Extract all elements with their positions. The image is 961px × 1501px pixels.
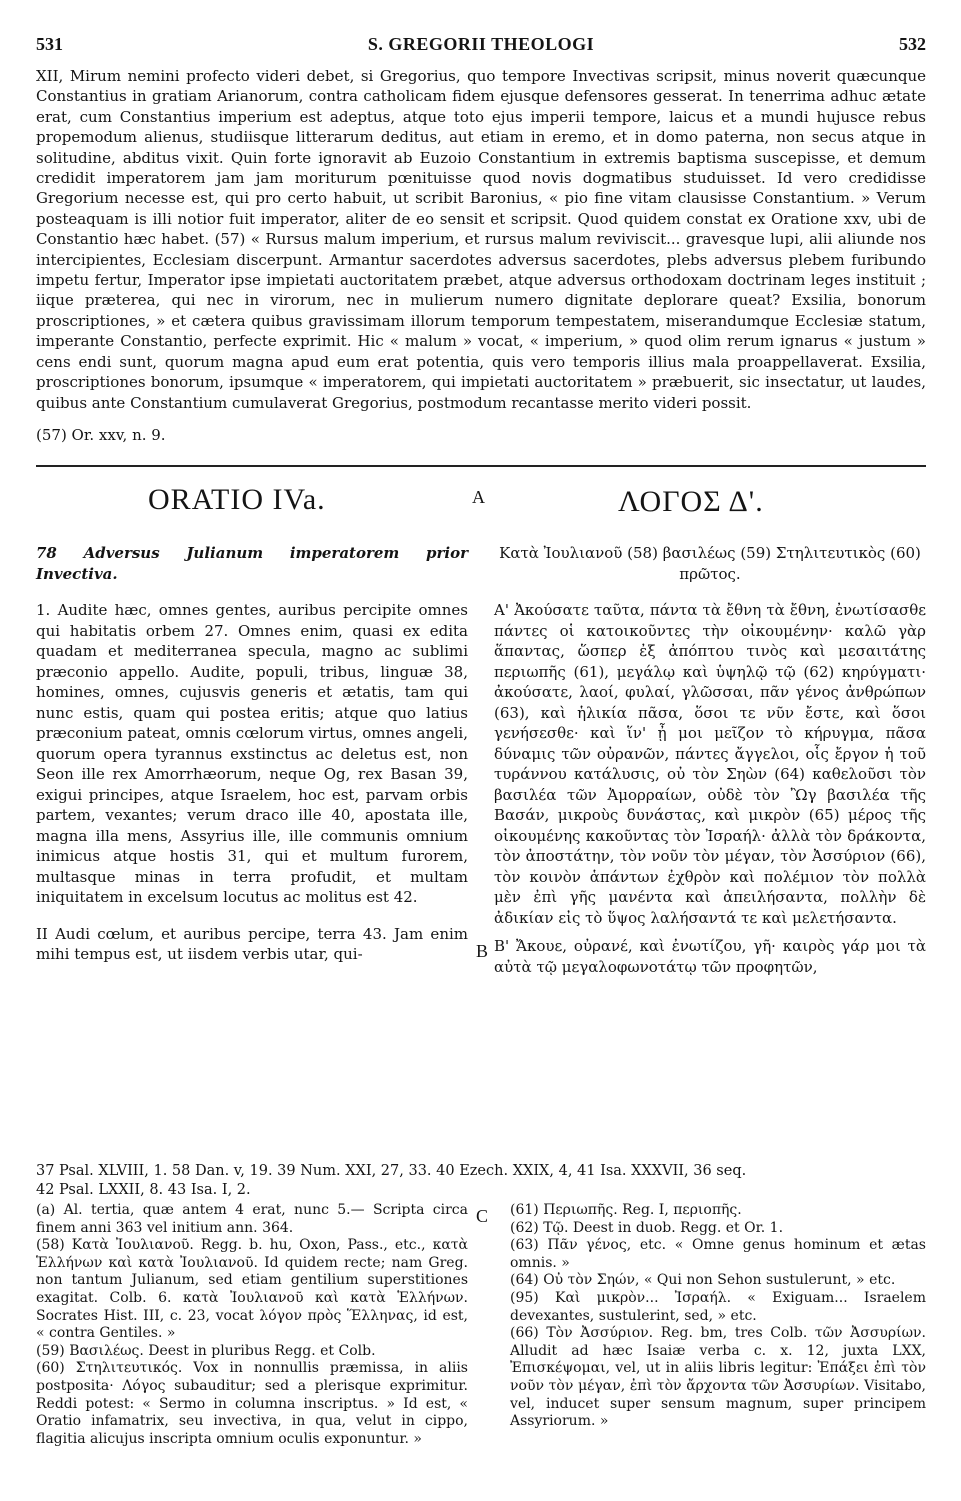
intro-footnote: (57) Or. xxv, n. 9. bbox=[36, 425, 166, 444]
latin-subtitle: 78 Adversus Julianum imperatorem prior Invectiva. bbox=[36, 544, 468, 583]
note: (63) Πᾶν γένος, etc. « Omne genus hominum et ætas omnis. » bbox=[510, 1237, 926, 1271]
notes-left-column bbox=[36, 1202, 468, 1448]
running-title: S. GREGORII THEOLOGI bbox=[367, 34, 595, 54]
section-divider bbox=[36, 465, 926, 467]
right-page-number: 532 bbox=[899, 34, 926, 54]
greek-subtitle: Κατὰ Ἰουλιανοῦ (58) βασιλέως (59) Στηλιτευτικὸς (60) πρῶτος. bbox=[499, 544, 921, 583]
latin-paragraph-1: 1. Audite hæc, omnes gentes, auribus percipite omnes qui habitatis orbem 27. Omnes enim, quasi ex edita quadam et mediterranea specula, magno ac sublimi præconio appello. Audite, populi, tribus, linguæ 38, homines, omnes, cujusvis generis et ætatis, tam qui nunc estis, quam qui postea eritis; atque quo latius præconium pateat, omnis cœlorum virtus, omnes angeli, quorum opera tyrannus exstinctus ac deletus est, non Seon ille rex Amorrhæorum, neque Og, rex Basan 39, exigui principes, atque Israelem, hoc est, parvam orbis partem, vexantes; verum draco ille 40, apostata ille, magna illa mens, Assyrius ille, ille communis omnium inimicus atque hostis 31, qui et multum furorem, multasque minas in terra profudit, et multam iniquitatem in excelsum locutus ac molitus est 42. bbox=[36, 601, 468, 907]
greek-paragraph-2: Β' Ἄκουε, οὐρανέ, καὶ ἐνωτίζου, γῆ· καιρὸς γάρ μοι τὰ αὐτὰ τῷ μεγαλοφωνοτάτῳ τῶν προφητῶν, bbox=[494, 937, 926, 976]
greek-title: ΛΟΓΟΣ Δ'. bbox=[618, 485, 764, 519]
note: (a) Al. tertia, quæ antem 4 erat, nunc 5.— Scripta circa finem anni 363 vel initium ann. 364. bbox=[36, 1202, 468, 1236]
note: (58) Κατὰ Ἰουλιανοῦ. Regg. b. hu, Oxon, Pass., etc., κατὰ Ἑλλήνων καὶ κατὰ Ἰουλιανοῦ. Id quidem recte; nam Greg. non tantum Julianum, sed etiam gentilium superstitiones exagitat. Colb. 6. κατὰ Ἰουλιανοῦ καὶ κατὰ Ἑλλήνων. Socrates Hist. III, c. 23, vocat λόγον πρὸς Ἕλληνας, id est, « contra Gentiles. » bbox=[36, 1237, 468, 1342]
greek-paragraph-1: Α' Ἀκούσατε ταῦτα, πάντα τὰ ἔθνη τὰ ἔθνη, ἐνωτίσασθε πάντες οἱ κατοικοῦντες τὴν οἰκουμένην· καλῶ γὰρ ἅπαντας, ὥσπερ ἐξ ἀπόπτου τινὸς καὶ μεσαιτάτης περιωπῆς (61), μεγάλῳ καὶ ὑψηλῷ τῷ (62) κηρύγματι· ἀκούσατε, λαοί, φυλαί, γλῶσσαι, πᾶν γένος ἀνθρώπων (63), καὶ ἡλικία πᾶσα, ὅσοι τε νῦν ἔστε, καὶ ὅσοι γενήσεσθε· καὶ ἵν' ᾖ μοι μεῖζον τὸ κήρυγμα, πᾶσα δύναμις τῶν οὐρανῶν, πάντες ἄγγελοι, οἷς ἔργον ἡ τοῦ τυράννου κατάλυσις, οὐ τὸν Σηὼν (64) καθελοῦσι τὸν βασιλέα τῶν Ἀμορραίων, οὐδὲ τὸν Ὢγ βασιλέα τῆς Βασάν, μικροὺς δυνάστας, καὶ μικρὸν (65) μέρος τῆς οἰκουμένης κακοῦντας τὸν Ἰσραήλ· ἀλλὰ τὸν δράκοντα, τὸν ἀποστάτην, τὸν νοῦν τὸν μέγαν, τὸν Ἀσσύριον (66), τὸν κοινὸν ἁπάντων ἐχθρὸν καὶ πολέμιον τὸν πολλὰ μὲν ἐπὶ γῆς μανέντα καὶ ἀπειλήσαντα, πολλὴν δὲ ἀδικίαν εἰς τὸ ὕψος λαλήσαντά τε καὶ μελετήσαντα. bbox=[494, 601, 926, 927]
note: (95) Καὶ μικρὸν... Ἰσραήλ. « Exiguam... Israelem devexantes, sustulerint, sed, » etc. bbox=[510, 1289, 926, 1324]
scripture-references bbox=[36, 1162, 926, 1200]
note: (62) Τῷ. Deest in duob. Regg. et Or. 1. bbox=[510, 1219, 784, 1236]
note: (60) Στηλιτευτικός. Vox in nonnullis præmissa, in aliis postposita· Λόγος subauditur; sed a plerisque exprimitur. Reddi potest: « Sermo in columna inscriptus. » Id est, « Oratio infamatrix, seu invectiva, in qua, velut in cippo, flagitia alicujus inscripta omnium oculis exponuntur. » bbox=[36, 1360, 468, 1447]
note: (64) Οὐ τὸν Σηών, « Qui non Sehon sustulerunt, » etc. bbox=[510, 1272, 896, 1289]
scripture-refs-line-1: 37 Psal. XLVIII, 1. 58 Dan. v, 19. 39 Num. XXI, 27, 33. 40 Ezech. XXIX, 4, 41 Isa. XXXVII, 36 seq. bbox=[36, 1163, 747, 1179]
note: (66) Τὸν Ἀσσύριον. Reg. bm, tres Colb. τῶν Ἀσσυρίων. Alludit ad hæc Isaiæ verba c. x. 12, juxta LXX, Ἐπισκέψομαι, vel, ut in aliis libris legitur: Ἐπάξει ἐπὶ τὸν νοῦν τὸν μέγαν, ἐπὶ τὸν ἄρχοντα τῶν Ἀσσυρίων. Visitabo, vel, inducet super sensum magnum, super principem Assyriorum. » bbox=[510, 1325, 926, 1430]
note: (59) Βασιλέως. Deest in pluribus Regg. et Colb. bbox=[36, 1342, 376, 1359]
column-marker-a: A bbox=[472, 487, 485, 508]
latin-column bbox=[36, 543, 468, 965]
scripture-refs-line-2: 42 Psal. LXXII, 8. 43 Isa. I, 2. bbox=[36, 1182, 251, 1198]
latin-title: ORATIO IVa. bbox=[148, 483, 326, 517]
oration-titles bbox=[36, 483, 926, 543]
note: (61) Περιωπῆς. Reg. I, περιοπῆς. bbox=[510, 1202, 742, 1218]
greek-column bbox=[494, 543, 926, 977]
intro-paragraph: XII, Mirum nemini profecto videri debet, si Gregorius, quo tempore Invectivas scripsit, minus noverit quæcunque Constantius in gratiam Arianorum, contra catholicam fidem ejusque defensores gesserat. In tenerrima adhuc ætate erat, cum Constantius imperium est adeptus, atque toto ejus imperii tempore, laicus et a mundi hujusce rebus propemodum alienus, studiisque litterarum deditus, aut etiam in eremo, et in domo paterna, non secus atque in solitudine, abditus vixit. Quin forte ignoravit ab Euzoio Constantium in extremis baptisma suscepisse, et demum credidit imperatorem jam jam moriturum pœnituisse quod novis dogmatibus studuisset. Id vero credidisse Gregorium necesse est, qui pro certo habuit, ut scribit Baronius, « pio fine vitam clausisse Constantium. » Verum posteaquam is illi notior fuit imperator, aliter de eo sensit et scripsit. Quod quidem constat ex Oratione xxv, ubi de Constantio hæc habet. (57) « Rursus malum imperium, et rursus malum reviviscit... gravesque lupi, alii aliunde nos intercipientes, Ecclesiam discerpunt. Armantur sacerdotes adversus sacerdotes, plebs adversus plebem furibundo impetu fertur, Imperator ipse impietati auctoritatem præbet, atque adversus orthodoxam doctrinam leges instituit ; iique præterea, qui nec in virorum, nec in mulierum numero dignitate deplorare queat? Exsilia, bonorum proscriptiones, » et cætera quibus gravissimam illorum temporum tempestatem, miserandumque Ecclesiæ statum, imperante Constantio, perfecte exprimit. Hic « malum » vocat, « imperium, » quod olim rerum ignarus « justum » cens endi sunt, quorum magna apud eum erat potentia, quis vero temporis illius mala proappellaverat. Exsilia, proscriptiones bonorum, ipsumque « imperatorem, qui impietati auctoritatem » præbuerit, sic insectatur, ut laudes, quibus ante Constantium cumulaverat Gregorius, postmodum recantasse merito videri possit. bbox=[36, 67, 926, 412]
intro-section bbox=[36, 66, 926, 445]
column-marker-c: C bbox=[476, 1206, 489, 1226]
page-header bbox=[36, 34, 926, 56]
notes-right-column bbox=[510, 1202, 926, 1431]
left-page-number: 531 bbox=[36, 34, 63, 54]
page bbox=[36, 34, 926, 1447]
column-marker-b: B bbox=[476, 941, 489, 962]
latin-paragraph-2: II Audi cœlum, et auribus percipe, terra 43. Jam enim mihi tempus est, ut iisdem verbis utar, qui- bbox=[36, 924, 468, 964]
